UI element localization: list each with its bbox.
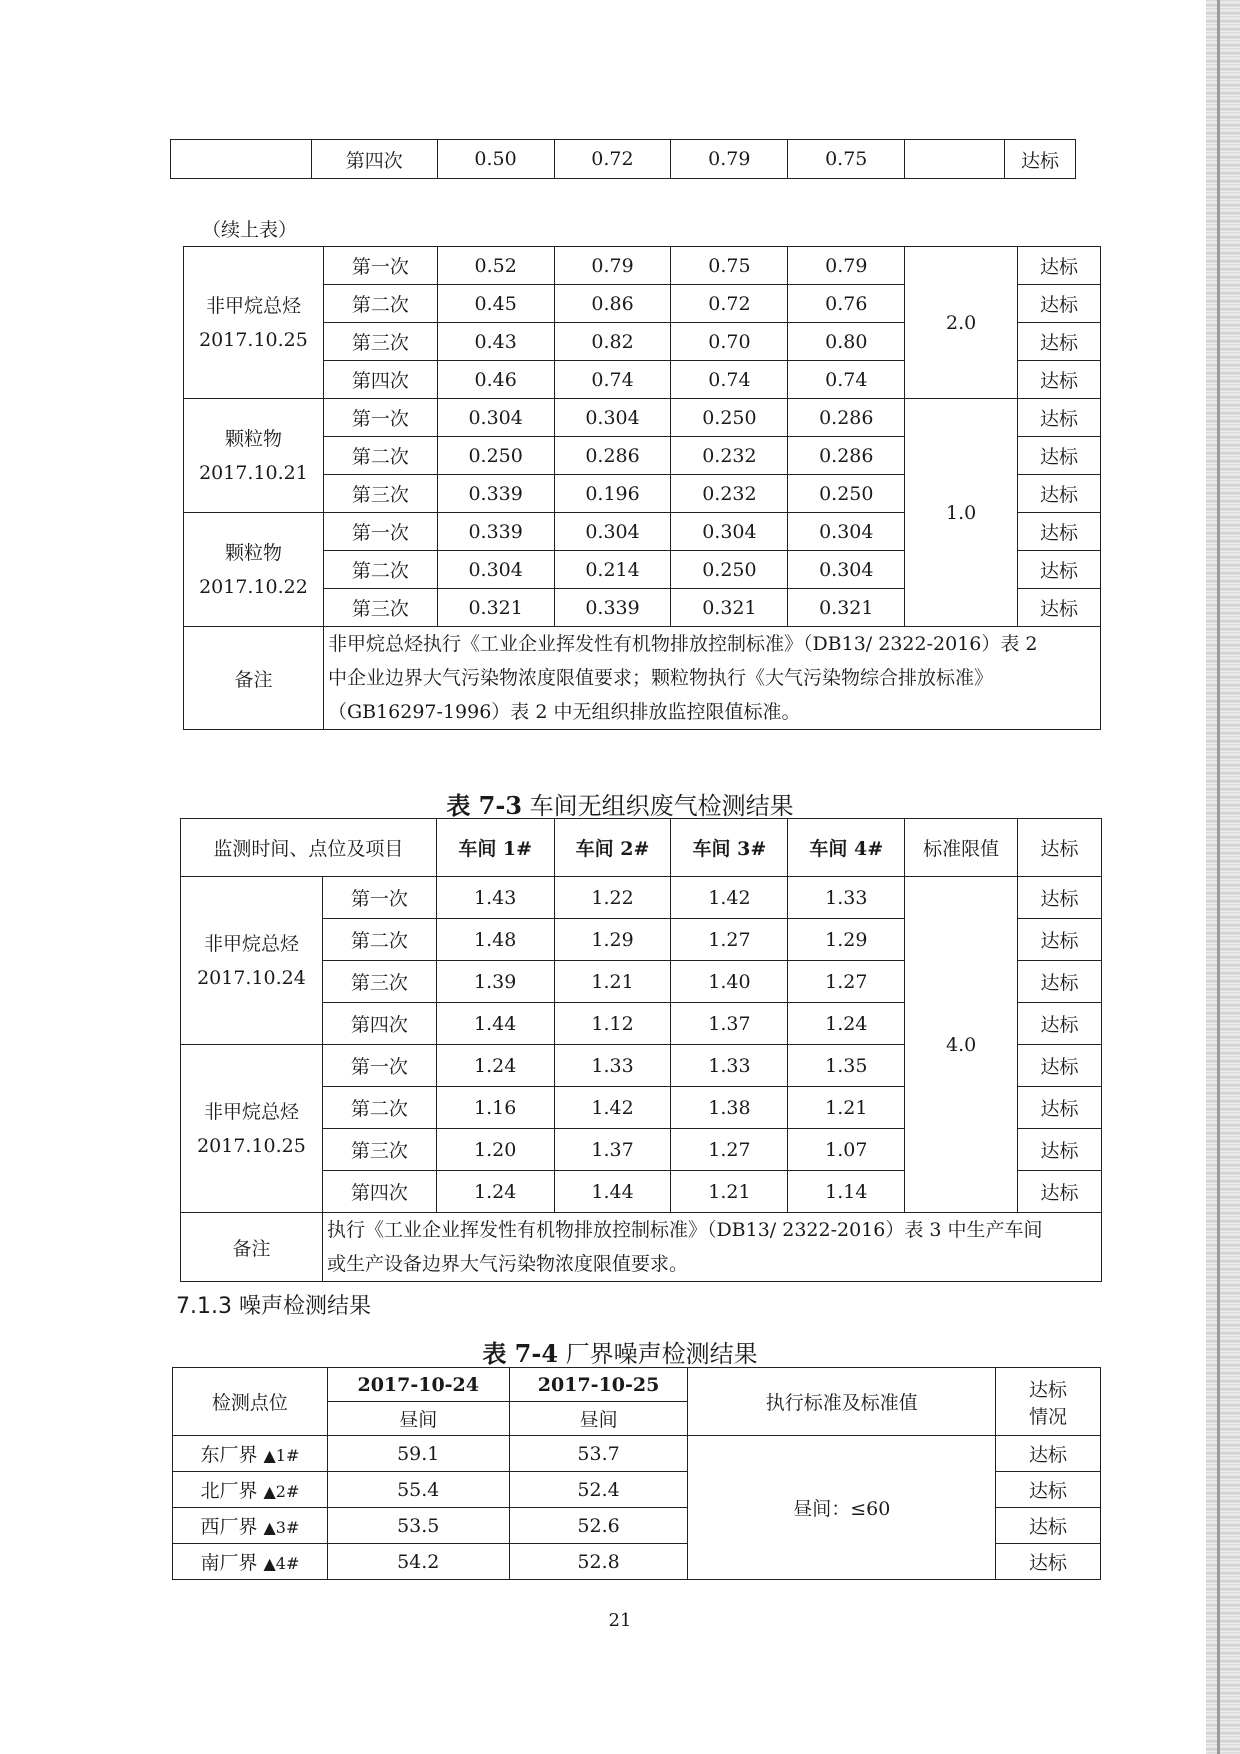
table-row	[181, 877, 1102, 919]
status-cell: 达标	[1018, 475, 1101, 513]
value-cell: 1.24	[436, 1045, 554, 1087]
triangle-mark-icon: ▲4#	[263, 1554, 300, 1573]
table-73-caption-number: 表 7-3	[446, 791, 523, 820]
value-cell: 0.72	[554, 140, 671, 179]
value-cell: 0.70	[671, 323, 788, 361]
table-cell	[905, 140, 1005, 179]
round-cell: 第一次	[323, 513, 437, 551]
header-workshop-4: 车间 4#	[788, 819, 905, 877]
round-cell: 第三次	[322, 961, 436, 1003]
status-cell: 达标	[1018, 1087, 1102, 1129]
round-cell: 第一次	[322, 877, 436, 919]
status-cell: 达标	[1018, 247, 1101, 285]
value-cell: 1.27	[671, 919, 788, 961]
item-date: 2017.10.22	[199, 575, 308, 598]
value-cell: 52.6	[509, 1508, 688, 1544]
item-name: 颗粒物	[224, 541, 282, 564]
value-cell: 0.304	[671, 513, 788, 551]
value-cell: 0.339	[437, 513, 554, 551]
value-cell: 1.24	[436, 1171, 554, 1213]
value-cell: 0.46	[437, 361, 554, 399]
value-cell: 1.33	[788, 877, 905, 919]
section-heading: 7.1.3 噪声检测结果	[176, 1294, 371, 1319]
table-74-caption-text: 厂界噪声检测结果	[558, 1340, 758, 1368]
value-cell: 1.21	[554, 961, 671, 1003]
header-status	[996, 1368, 1101, 1436]
note-row	[184, 627, 1101, 730]
round-cell: 第三次	[323, 589, 437, 627]
standard-cell: 昼间：≤60	[688, 1436, 996, 1580]
scan-edge-line	[1217, 0, 1220, 1754]
value-cell: 0.321	[437, 589, 554, 627]
header-period-2: 昼间	[509, 1402, 688, 1436]
round-cell: 第三次	[322, 1129, 436, 1171]
value-cell: 1.37	[554, 1129, 671, 1171]
header-status: 达标	[1018, 819, 1102, 877]
value-cell: 1.24	[788, 1003, 905, 1045]
value-cell: 0.50	[437, 140, 554, 179]
value-cell: 0.286	[554, 437, 671, 475]
header-standard: 执行标准及标准值	[688, 1368, 996, 1436]
header-point: 检测点位	[173, 1368, 328, 1436]
round-cell: 第一次	[323, 247, 437, 285]
value-cell: 1.42	[671, 877, 788, 919]
value-cell: 0.286	[788, 437, 905, 475]
table-74-caption-number: 表 7-4	[482, 1339, 559, 1368]
value-cell: 1.38	[671, 1087, 788, 1129]
point-name: 东厂界	[200, 1444, 258, 1466]
note-line: 执行《工业企业挥发性有机物排放控制标准》（DB13/ 2322-2016）表 3 中生产车间	[326, 1219, 1043, 1241]
round-cell: 第二次	[322, 1087, 436, 1129]
round-cell: 第四次	[322, 1171, 436, 1213]
value-cell: 0.304	[554, 399, 671, 437]
value-cell: 0.76	[788, 285, 905, 323]
value-cell: 1.12	[554, 1003, 671, 1045]
value-cell: 1.33	[671, 1045, 788, 1087]
value-cell: 0.86	[554, 285, 671, 323]
value-cell: 0.45	[437, 285, 554, 323]
header-status-line1: 达标	[1029, 1378, 1068, 1401]
limit-cell: 2.0	[905, 247, 1018, 399]
value-cell: 0.250	[671, 551, 788, 589]
note-line: 非甲烷总烃执行《工业企业挥发性有机物排放控制标准》（DB13/ 2322-2016）表 2	[327, 633, 1038, 655]
item-name: 颗粒物	[224, 427, 282, 450]
value-cell: 1.44	[436, 1003, 554, 1045]
status-cell: 达标	[1005, 140, 1076, 179]
table-row	[184, 399, 1101, 437]
status-cell: 达标	[996, 1472, 1101, 1508]
table-74	[172, 1367, 1101, 1580]
item-date: 2017.10.25	[197, 1134, 306, 1157]
round-cell: 第四次	[322, 1003, 436, 1045]
value-cell: 1.33	[554, 1045, 671, 1087]
point-name: 西厂界	[200, 1516, 258, 1538]
status-cell: 达标	[1018, 961, 1102, 1003]
item-cell	[181, 877, 323, 1045]
status-cell: 达标	[1018, 551, 1101, 589]
value-cell: 0.339	[437, 475, 554, 513]
table-row	[184, 247, 1101, 285]
value-cell: 1.20	[436, 1129, 554, 1171]
note-label: 备注	[184, 627, 324, 730]
value-cell: 0.75	[788, 140, 905, 179]
value-cell: 0.321	[671, 589, 788, 627]
point-cell	[173, 1544, 328, 1580]
value-cell: 0.304	[788, 513, 905, 551]
value-cell: 0.79	[554, 247, 671, 285]
round-cell: 第二次	[323, 437, 437, 475]
table-73-caption	[0, 786, 1240, 821]
round-cell: 第一次	[323, 399, 437, 437]
point-name: 北厂界	[200, 1480, 258, 1502]
value-cell: 0.43	[437, 323, 554, 361]
round-cell: 第二次	[322, 919, 436, 961]
header-date-2: 2017-10-25	[509, 1368, 688, 1402]
round-cell: 第二次	[323, 285, 437, 323]
value-cell: 54.2	[327, 1544, 509, 1580]
value-cell: 0.304	[554, 513, 671, 551]
status-cell: 达标	[1018, 323, 1101, 361]
item-date: 2017.10.24	[197, 966, 306, 989]
status-cell: 达标	[996, 1544, 1101, 1580]
value-cell: 1.37	[671, 1003, 788, 1045]
item-date: 2017.10.21	[199, 461, 308, 484]
value-cell: 1.27	[671, 1129, 788, 1171]
value-cell: 0.321	[788, 589, 905, 627]
item-cell	[184, 247, 324, 399]
value-cell: 52.8	[509, 1544, 688, 1580]
value-cell: 1.16	[436, 1087, 554, 1129]
status-cell: 达标	[1018, 877, 1102, 919]
status-cell: 达标	[1018, 513, 1101, 551]
value-cell: 0.74	[671, 361, 788, 399]
value-cell: 0.339	[554, 589, 671, 627]
value-cell: 0.232	[671, 437, 788, 475]
value-cell: 1.21	[788, 1087, 905, 1129]
status-cell: 达标	[1018, 437, 1101, 475]
item-cell	[184, 399, 324, 513]
table-73	[180, 818, 1102, 1282]
point-cell	[173, 1472, 328, 1508]
item-name: 非甲烷总烃	[203, 1100, 299, 1123]
value-cell: 0.196	[554, 475, 671, 513]
scan-edge-shading	[1206, 0, 1240, 1754]
table-cell	[171, 140, 312, 179]
value-cell: 0.74	[788, 361, 905, 399]
point-name: 南厂界	[200, 1552, 258, 1574]
value-cell: 1.42	[554, 1087, 671, 1129]
value-cell: 0.250	[437, 437, 554, 475]
round-cell: 第二次	[323, 551, 437, 589]
value-cell: 0.232	[671, 475, 788, 513]
value-cell: 0.286	[788, 399, 905, 437]
item-cell	[181, 1045, 323, 1213]
point-cell	[173, 1508, 328, 1544]
table-72-tail-row	[170, 139, 1076, 179]
value-cell: 0.79	[788, 247, 905, 285]
value-cell: 0.72	[671, 285, 788, 323]
header-project: 监测时间、点位及项目	[181, 819, 437, 877]
status-cell: 达标	[1018, 399, 1101, 437]
triangle-mark-icon: ▲3#	[263, 1518, 300, 1537]
table-72-continued	[183, 246, 1101, 730]
status-cell: 达标	[1018, 1129, 1102, 1171]
value-cell: 1.29	[788, 919, 905, 961]
item-name: 非甲烷总烃	[205, 294, 301, 317]
value-cell: 0.250	[788, 475, 905, 513]
continuation-label: （续上表）	[202, 219, 298, 241]
note-line: （GB16297-1996）表 2 中无组织排放监控限值标准。	[327, 701, 801, 723]
triangle-mark-icon: ▲1#	[263, 1446, 300, 1465]
value-cell: 1.48	[436, 919, 554, 961]
value-cell: 53.5	[327, 1508, 509, 1544]
status-cell: 达标	[996, 1508, 1101, 1544]
status-cell: 达标	[1018, 361, 1101, 399]
page-number: 21	[608, 1610, 632, 1631]
status-cell: 达标	[1018, 1045, 1102, 1087]
header-period-1: 昼间	[327, 1402, 509, 1436]
header-workshop-2: 车间 2#	[554, 819, 671, 877]
table-74-caption	[0, 1334, 1240, 1369]
limit-cell: 4.0	[905, 877, 1018, 1213]
status-cell: 达标	[996, 1436, 1101, 1472]
value-cell: 1.07	[788, 1129, 905, 1171]
limit-cell: 1.0	[905, 399, 1018, 627]
note-line: 或生产设备边界大气污染物浓度限值要求。	[326, 1253, 688, 1275]
value-cell: 0.52	[437, 247, 554, 285]
item-name: 非甲烷总烃	[203, 932, 299, 955]
value-cell: 59.1	[327, 1436, 509, 1472]
value-cell: 0.80	[788, 323, 905, 361]
value-cell: 53.7	[509, 1436, 688, 1472]
value-cell: 0.79	[671, 140, 788, 179]
note-line: 中企业边界大气污染物浓度限值要求；颗粒物执行《大气污染物综合排放标准》	[327, 667, 993, 689]
header-date-1: 2017-10-24	[327, 1368, 509, 1402]
note-cell	[322, 1213, 1101, 1282]
value-cell: 0.82	[554, 323, 671, 361]
point-cell	[173, 1436, 328, 1472]
value-cell: 0.75	[671, 247, 788, 285]
round-cell: 第三次	[323, 323, 437, 361]
value-cell: 1.35	[788, 1045, 905, 1087]
status-cell: 达标	[1018, 919, 1102, 961]
round-cell: 第四次	[311, 140, 437, 179]
value-cell: 1.44	[554, 1171, 671, 1213]
value-cell: 1.29	[554, 919, 671, 961]
note-label: 备注	[181, 1213, 323, 1282]
value-cell: 1.14	[788, 1171, 905, 1213]
value-cell: 1.27	[788, 961, 905, 1003]
value-cell: 1.40	[671, 961, 788, 1003]
status-cell: 达标	[1018, 589, 1101, 627]
note-row	[181, 1213, 1102, 1282]
value-cell: 0.74	[554, 361, 671, 399]
status-cell: 达标	[1018, 1003, 1102, 1045]
value-cell: 52.4	[509, 1472, 688, 1508]
item-cell	[184, 513, 324, 627]
status-cell: 达标	[1018, 1171, 1102, 1213]
round-cell: 第三次	[323, 475, 437, 513]
value-cell: 0.304	[437, 399, 554, 437]
value-cell: 1.39	[436, 961, 554, 1003]
triangle-mark-icon: ▲2#	[263, 1482, 300, 1501]
round-cell: 第一次	[322, 1045, 436, 1087]
table-row	[173, 1436, 1101, 1472]
header-workshop-3: 车间 3#	[671, 819, 788, 877]
header-status-line2: 情况	[1029, 1405, 1068, 1428]
value-cell: 1.22	[554, 877, 671, 919]
status-cell: 达标	[1018, 285, 1101, 323]
value-cell: 0.250	[671, 399, 788, 437]
value-cell: 0.304	[437, 551, 554, 589]
value-cell: 0.214	[554, 551, 671, 589]
value-cell: 1.21	[671, 1171, 788, 1213]
table-73-caption-text: 车间无组织废气检测结果	[522, 792, 794, 820]
value-cell: 55.4	[327, 1472, 509, 1508]
value-cell: 1.43	[436, 877, 554, 919]
header-limit: 标准限值	[905, 819, 1018, 877]
header-workshop-1: 车间 1#	[436, 819, 554, 877]
round-cell: 第四次	[323, 361, 437, 399]
value-cell: 0.304	[788, 551, 905, 589]
note-cell	[323, 627, 1100, 730]
item-date: 2017.10.25	[199, 328, 308, 351]
